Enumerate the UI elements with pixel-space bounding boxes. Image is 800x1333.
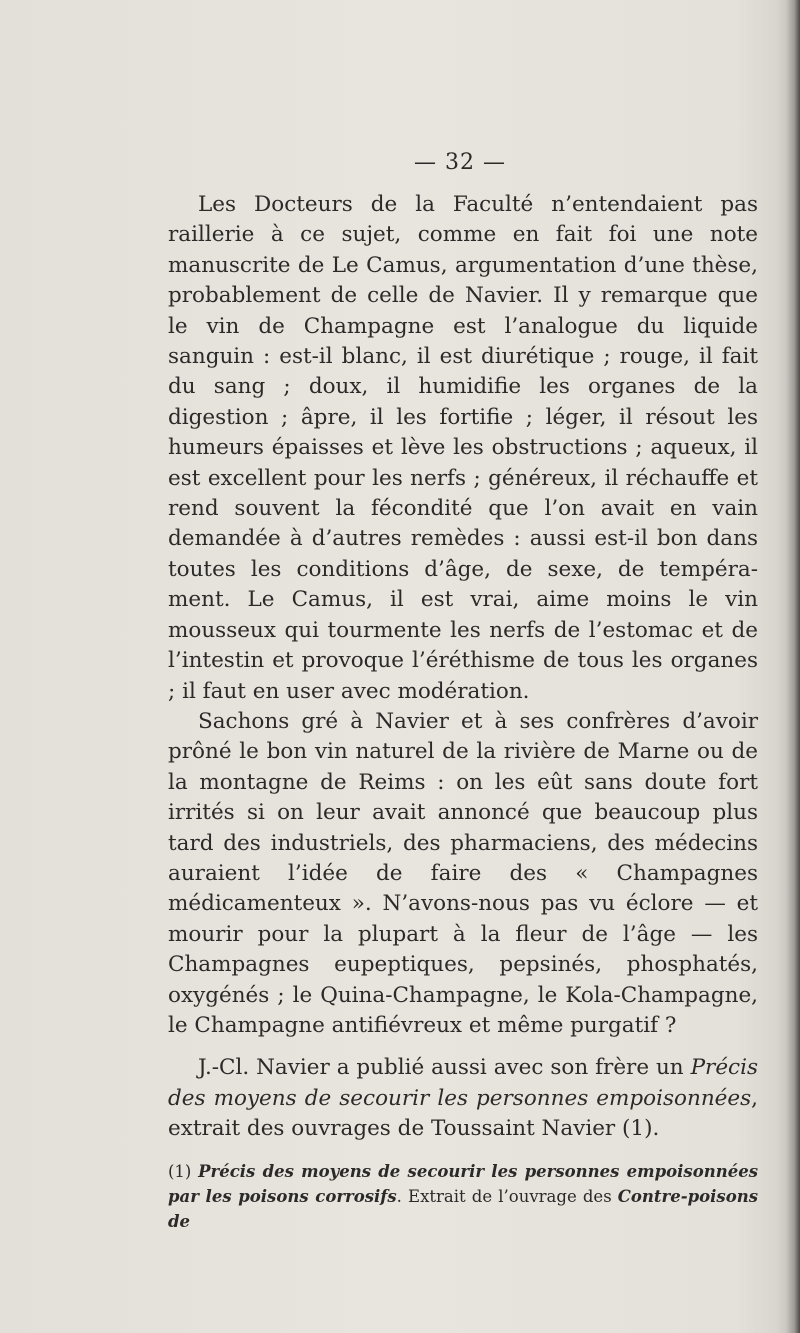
- paragraph-3: [168, 1053, 758, 1144]
- paragraph-2: Sachons gré à Navier et à ses confrères d’avoir prôné le bon vin naturel de la rivière de Marne ou de la montagne de Reims : on les eût sans doute fort irrités si on leur avait annoncé que beaucoup plus tard des industriels, des pharmaciens, des médecins auraient l’idée de faire des « Champagnes médicamenteux ». N’avons-nous pas vu éclore — et mourir pour la plupart à la fleur de l’âge — les Champagnes eupeptiques, pepsinés, phosphatés, oxygénés ; le Quina-Champagne, le Kola-Champagne, le Champagne antifiévreux et même purgatif ?: [168, 708, 758, 1038]
- footnote-middle: . Extrait de l’ouvrage des: [396, 1186, 618, 1206]
- footnote-italic-end: Contre-poisons de: [168, 1186, 758, 1231]
- paragraph-1: Les Docteurs de la Faculté n’entendaient pas raillerie à ce sujet, comme en fait foi une note manuscrite de Le Camus, argumentation d’une thèse, probablement de celle de Navier. Il y remarque que le vin de Champagne est l’analogue du liquide sanguin : est-il blanc, il est diurétique ; rouge, il fait du sang ; doux, il humidifie les organes de la digestion ; âpre, il les fortifie ; léger, il résout les humeurs épaisses et lève les obstructions ; aqueux, il est excellent pour les nerfs ; généreux, il réchauffe et rend souvent la fécondité que l’on avait en vain demandée à d’autres remèdes : aussi est-il bon dans toutes les conditions d’âge, de sexe, de tempéra-ment. Le Camus, il est vrai, aime moins le vin mousseux qui tourmente les nerfs de l’estomac et de l’intestin et provoque l’éréthisme de tous les organes ; il faut en user avec modération.: [168, 192, 758, 704]
- footnote: [168, 1159, 758, 1234]
- paragraph-3-italic-title: Précis des moyens de secourir les personnes empoisonnées: [168, 1055, 758, 1111]
- page-number: — 32 —: [414, 150, 506, 175]
- body-text: [168, 190, 758, 1234]
- footnote-italic-title: Précis des moyens de secourir les personnes empoisonnées par les poisons corrosifs: [168, 1161, 759, 1206]
- page-edge-shadow: [786, 0, 800, 1333]
- footnote-marker: (1): [168, 1161, 199, 1181]
- paragraph-3-end: , extrait des ouvrages de Toussaint Navier (1).: [168, 1085, 758, 1142]
- paragraph-3-start: J.-Cl. Navier a publié aussi avec son frère un: [198, 1055, 691, 1081]
